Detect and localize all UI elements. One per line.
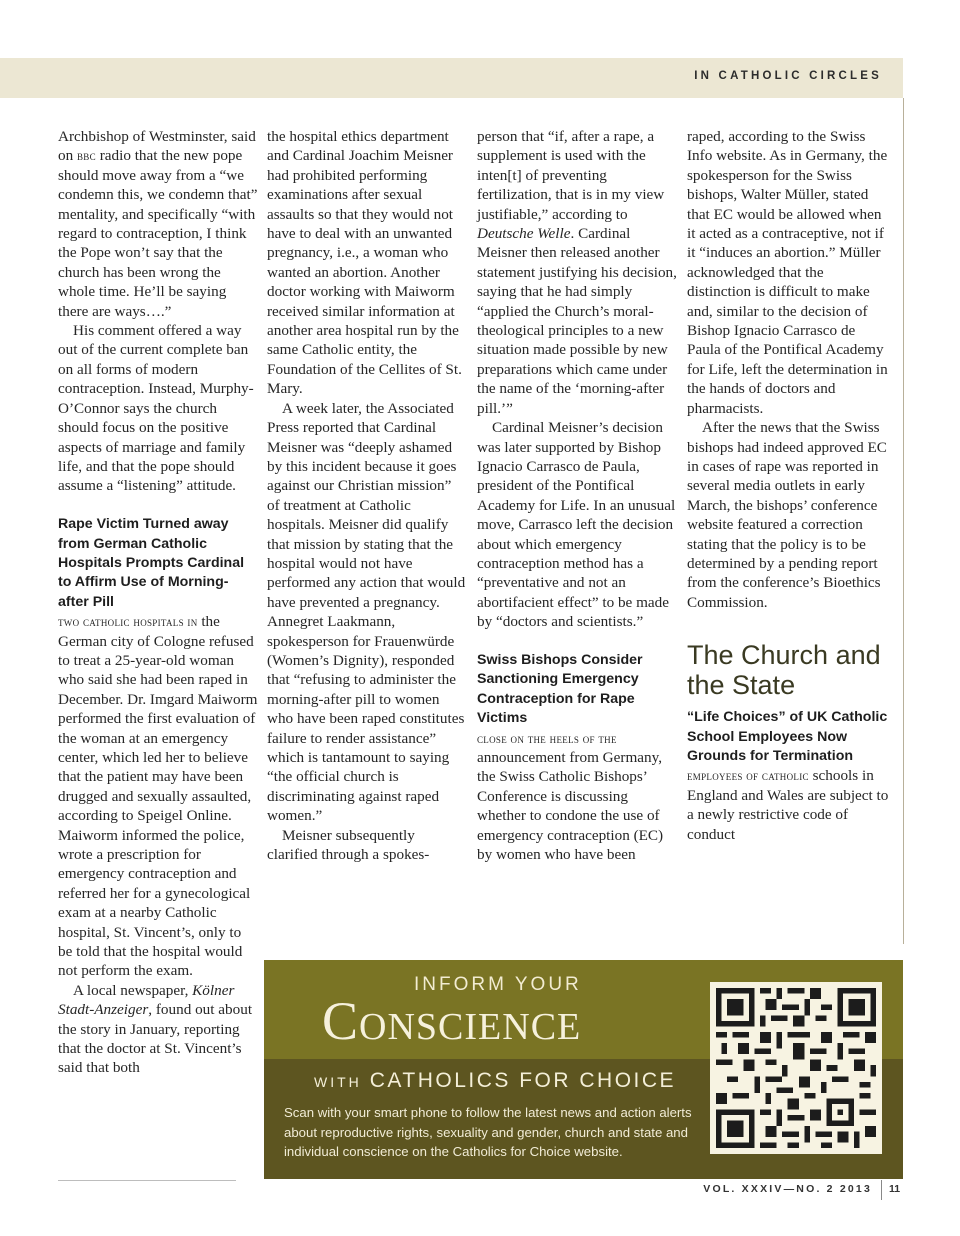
paragraph: Cardinal Meisner’s decision was later supported by Bishop Ignacio Carrasco de Paula, president of the Pontifical Academy for Life. In an unusual move, Carrasco left the decision about which emergency contraception method has a “preventative and not an abortifacient effect” to be made by “doctors and scientists.” (477, 419, 676, 631)
section-title: The Church and the State (687, 640, 881, 701)
article-headline: “Life Choices” of UK Catholic School Employees Now Grounds for Termination (687, 709, 888, 764)
paragraph: person that “if, after a rape, a supplement is used with the inten[t] of preventing fertilization, that is in my view justifiable,” according to Deutsche Welle. Cardinal Meisner then released another statement justifying his decision, saying that he had simply “applied the Church’s moral-theological principles to a new situation made possible by new preparations which came under the name of the ‘morning-after pill.’” (477, 128, 677, 417)
article-column-4 (687, 127, 889, 844)
ad-org-line (314, 1069, 676, 1093)
section-header: IN CATHOLIC CIRCLES (694, 70, 882, 82)
footer-divider (881, 1180, 882, 1200)
article-headline: Swiss Bishops Consider Sanctioning Emergency Contraception for Rape Victims (477, 651, 643, 727)
page-number: 11 (889, 1183, 901, 1195)
paragraph: close on the heels of the announcement from Germany, the Swiss Catholic Bishops’ Conference is discussing whether to condone the use of emergency contraception (EC) by women who have been (477, 730, 664, 864)
paragraph: Meisner subsequently clarified through a spokes- (267, 826, 430, 864)
column-end-rule (58, 1180, 236, 1181)
paragraph: A local newspaper, Kölner Stadt-Anzeiger, found out about the story in January, reporting that the doctor at St. Vincent’s said that both (58, 981, 253, 1077)
paragraph: A week later, the Associated Press reported that Cardinal Meisner was “deeply ashamed by this incident because it goes against our Christian mission” of treatment at Catholic hospitals. Meisner did qualify that mission by stating that the hospital would not have performed any action that would have prevented a pregnancy. Annegret Laakmann, spokesperson for Frauenwürde (Women’s Dignity), responded that “refusing to administer the morning-after pill to women who have been raped constitutes failure to render assistance” which is tantamount to saying “the official church is discriminating against raped women.” (267, 399, 466, 825)
ad-body-text: Scan with your smart phone to follow the latest news and action alerts about reproductive rights, sexuality and gender, church and state and individual conscience on the Catholics for Choice website. (284, 1105, 692, 1159)
article-column-3 (477, 127, 677, 864)
ad-org-name: CATHOLICS FOR CHOICE (369, 1069, 677, 1092)
volume-footer: VOL. XXXIV—NO. 2 2013 (703, 1183, 872, 1195)
column-divider (903, 98, 904, 944)
article-headline: Rape Victim Turned away from German Catholic Hospitals Prompts Cardinal to Affirm Use of Morning-after Pill (58, 516, 245, 610)
paragraph: employees of catholic schools in England and Wales are subject to a newly restrictive code of conduct (687, 767, 889, 843)
article-column-1 (58, 127, 258, 1078)
paragraph: the hospital ethics department and Cardinal Joachim Meisner had prohibited performing examinations after sexual assaults so that they would not have to deal with an unwanted pregnancy, i.e., a woman who wanted an abortion. Another doctor working with Maiworm received similar information at another area hospital run by the same Catholic entity, the Foundation of the Cellites of St. Mary. (267, 128, 462, 398)
article-column-2 (267, 127, 467, 864)
advertisement-banner[interactable] (264, 960, 903, 1179)
paragraph: His comment offered a way out of the current complete ban on all forms of modern contraception. Instead, Murphy-O’Connor says the church should focus on the positive aspects of marriage and family life, and that the pope should assume a “listening” attitude. (58, 322, 254, 495)
qr-code-graphic (716, 988, 876, 1148)
paragraph: After the news that the Swiss bishops had indeed approved EC in cases of rape was reported in several media outlets in early March, the bishops’ conference website featured a correction stating that the policy is to be determined by a pending report from the conference’s Bioethics Commission. (687, 419, 887, 611)
paragraph: two catholic hospitals in the German city of Cologne refused to treat a 25-year-old woman who said she had been raped in December. Dr. Imgard Maiworm performed the first evaluation of the woman at an emergency center, which led her to believe that the patient may have been drugged and sexually assaulted, according to Speigel Online. Maiworm informed the police, wrote a prescription for emergency contraception and referred her for a gynecological exam at a nearby Catholic hospital, St. Vincent’s, only to be told that the hospital would not perform the exam. (58, 613, 258, 980)
paragraph: Archbishop of Westminster, said on bbc radio that the new pope should move away from a “we condemn this, we condemn that” mentality, and specifically “with regard to contraception, I think the Pope won’t say that the church has been wrong the whole time. He’ll be saying there are ways….” (58, 128, 258, 320)
ad-with-text: WITH (314, 1074, 362, 1090)
ad-conscience-title: Conscience (322, 991, 582, 1051)
qr-code-icon[interactable] (710, 982, 882, 1154)
paragraph: raped, according to the Swiss Info website. As in Germany, the spokesperson for the Swiss bishops, Walter Müller, stated that EC would be allowed when it acted as a contraceptive, not if it “induces an abortion.” Müller acknowledged that the distinction is difficult to make and, similar to the decision of Bishop Ignacio Carrasco de Paula of the Pontifical Academy for Life, left the determination in the hands of doctors and pharmacists. (687, 128, 888, 417)
ad-inform-text: INFORM YOUR (414, 974, 582, 995)
